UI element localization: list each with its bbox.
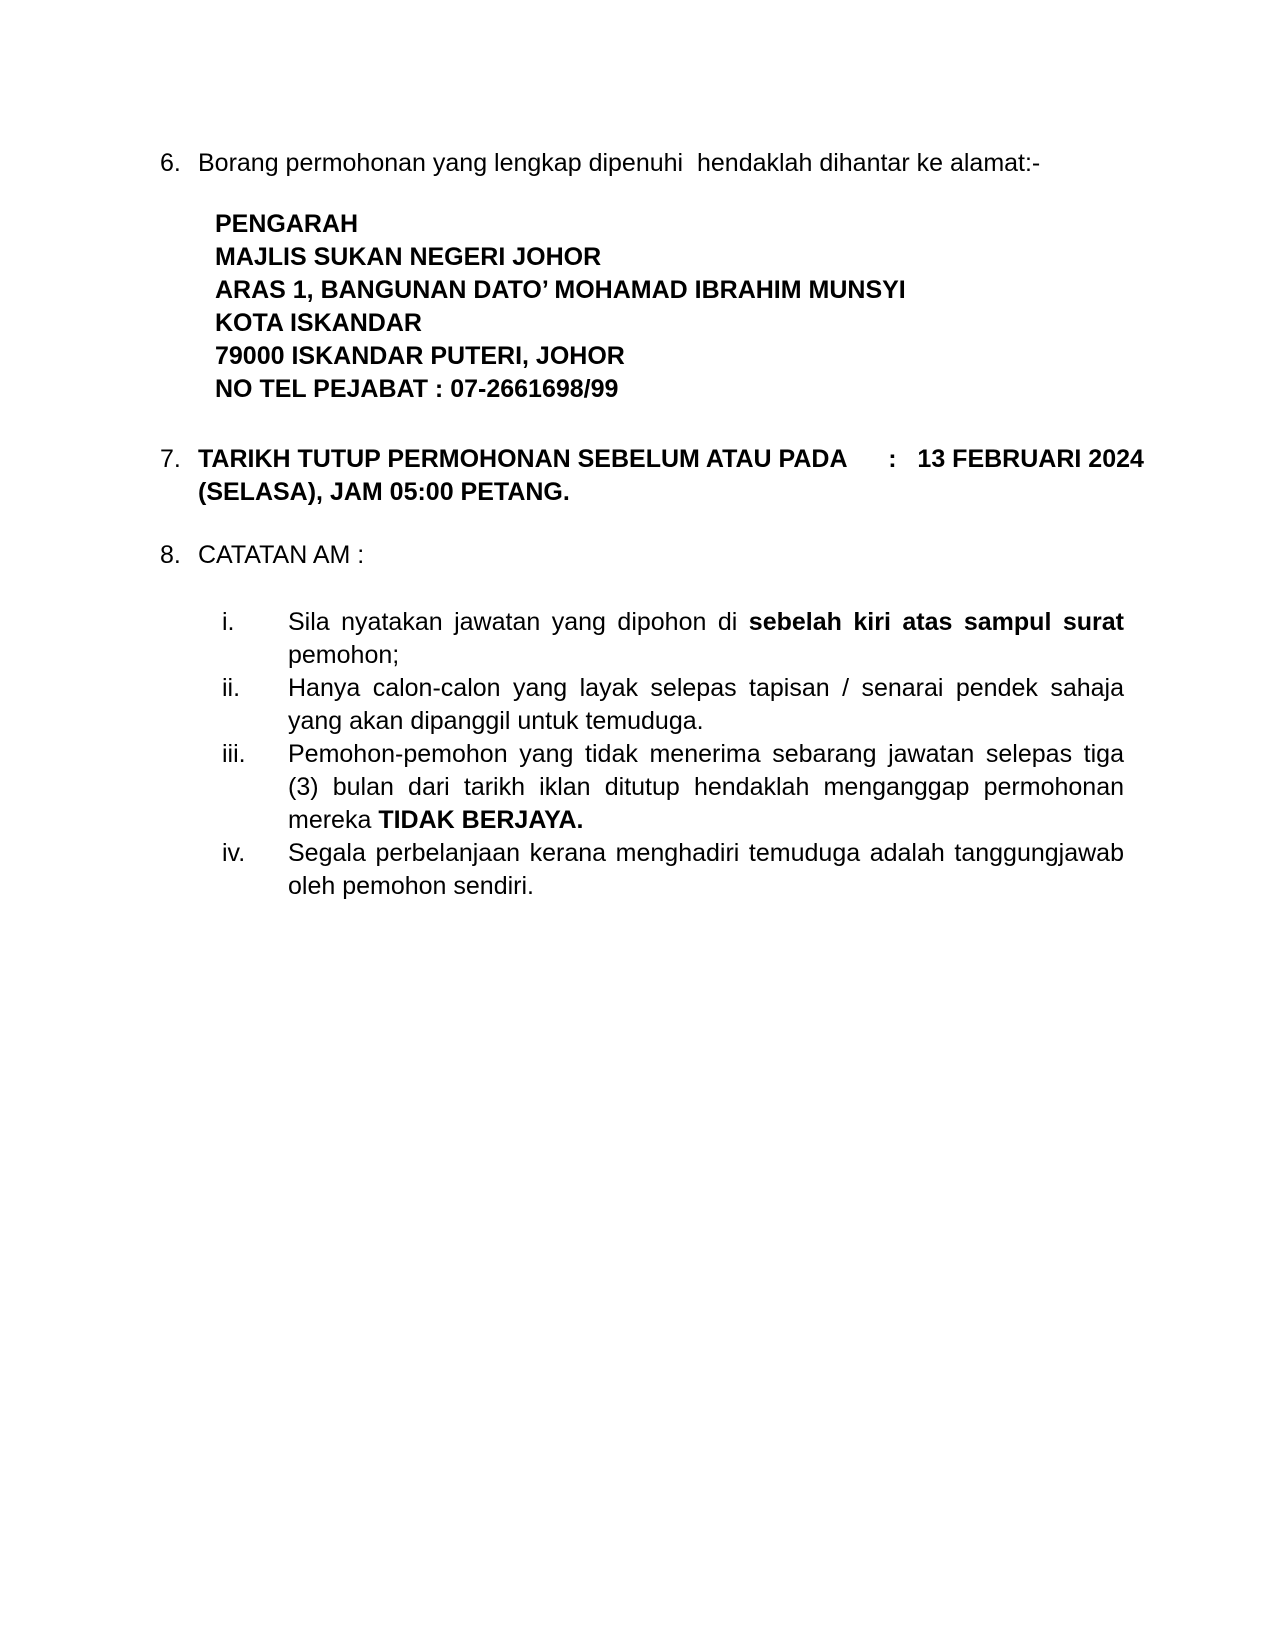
notes-list [222,606,1124,903]
body-text: mereka [288,806,379,834]
emphasis-text: sebelah kiri atas sampul surat [748,608,1124,636]
address-line: MAJLIS SUKAN NEGERI JOHOR [215,243,602,271]
note-body [288,672,1124,738]
closing-date-text [198,443,1144,509]
note-numeral: iv. [222,839,246,867]
list-item-7 [160,443,1144,509]
note-item [222,738,1124,837]
item-number: 8. [160,541,181,569]
address-line: PENGARAH [215,210,359,238]
body-text: (3) bulan dari tarikh iklan ditutup hendaklah menganggap permohonan [288,773,1124,801]
note-line [288,672,1124,705]
body-text: Hanya calon-calon yang layak selepas tapisan / senarai pendek sahaja [288,674,1124,702]
note-item [222,837,1124,903]
body-text: pemohon; [288,641,400,669]
note-line [288,738,1124,771]
item-text: CATATAN AM : [198,541,365,569]
closing-date-line: (SELASA), JAM 05:00 PETANG. [198,478,570,506]
item-text: Borang permohonan yang lengkap dipenuhi hendaklah dihantar ke alamat:- [198,149,1041,177]
body-text: Sila nyatakan jawatan yang dipohon di [288,608,749,636]
note-line [288,705,1124,738]
list-item-8 [160,539,364,572]
note-line [288,870,1124,903]
address-line: ARAS 1, BANGUNAN DATO’ MOHAMAD IBRAHIM MUNSYI [215,276,906,304]
body-text: Pemohon-pemohon yang tidak menerima sebarang jawatan selepas tiga [288,740,1124,768]
list-item-6 [160,147,1040,180]
note-item [222,606,1124,672]
note-line [288,606,1124,639]
closing-date-line: TARIKH TUTUP PERMOHONAN SEBELUM ATAU PADA : 13 FEBRUARI 2024 [198,445,1144,473]
note-line [288,639,1124,672]
address-line: NO TEL PEJABAT : 07-2661698/99 [215,375,619,403]
note-body [288,738,1124,837]
note-numeral: ii. [222,674,241,702]
item-number: 6. [160,149,181,177]
note-body [288,837,1124,903]
body-text: yang akan dipanggil untuk temuduga. [288,707,704,735]
note-line [288,804,1124,837]
address-block [215,208,906,406]
address-line: KOTA ISKANDAR [215,309,422,337]
item-number: 7. [160,445,181,473]
note-numeral: i. [222,608,235,636]
emphasis-text: TIDAK BERJAYA. [378,806,584,834]
address-line: 79000 ISKANDAR PUTERI, JOHOR [215,342,625,370]
note-item [222,672,1124,738]
body-text: oleh pemohon sendiri. [288,872,534,900]
body-text: Segala perbelanjaan kerana menghadiri temuduga adalah tanggungjawab [288,839,1124,867]
note-line [288,837,1124,870]
note-line [288,771,1124,804]
note-numeral: iii. [222,740,246,768]
note-body [288,606,1124,672]
